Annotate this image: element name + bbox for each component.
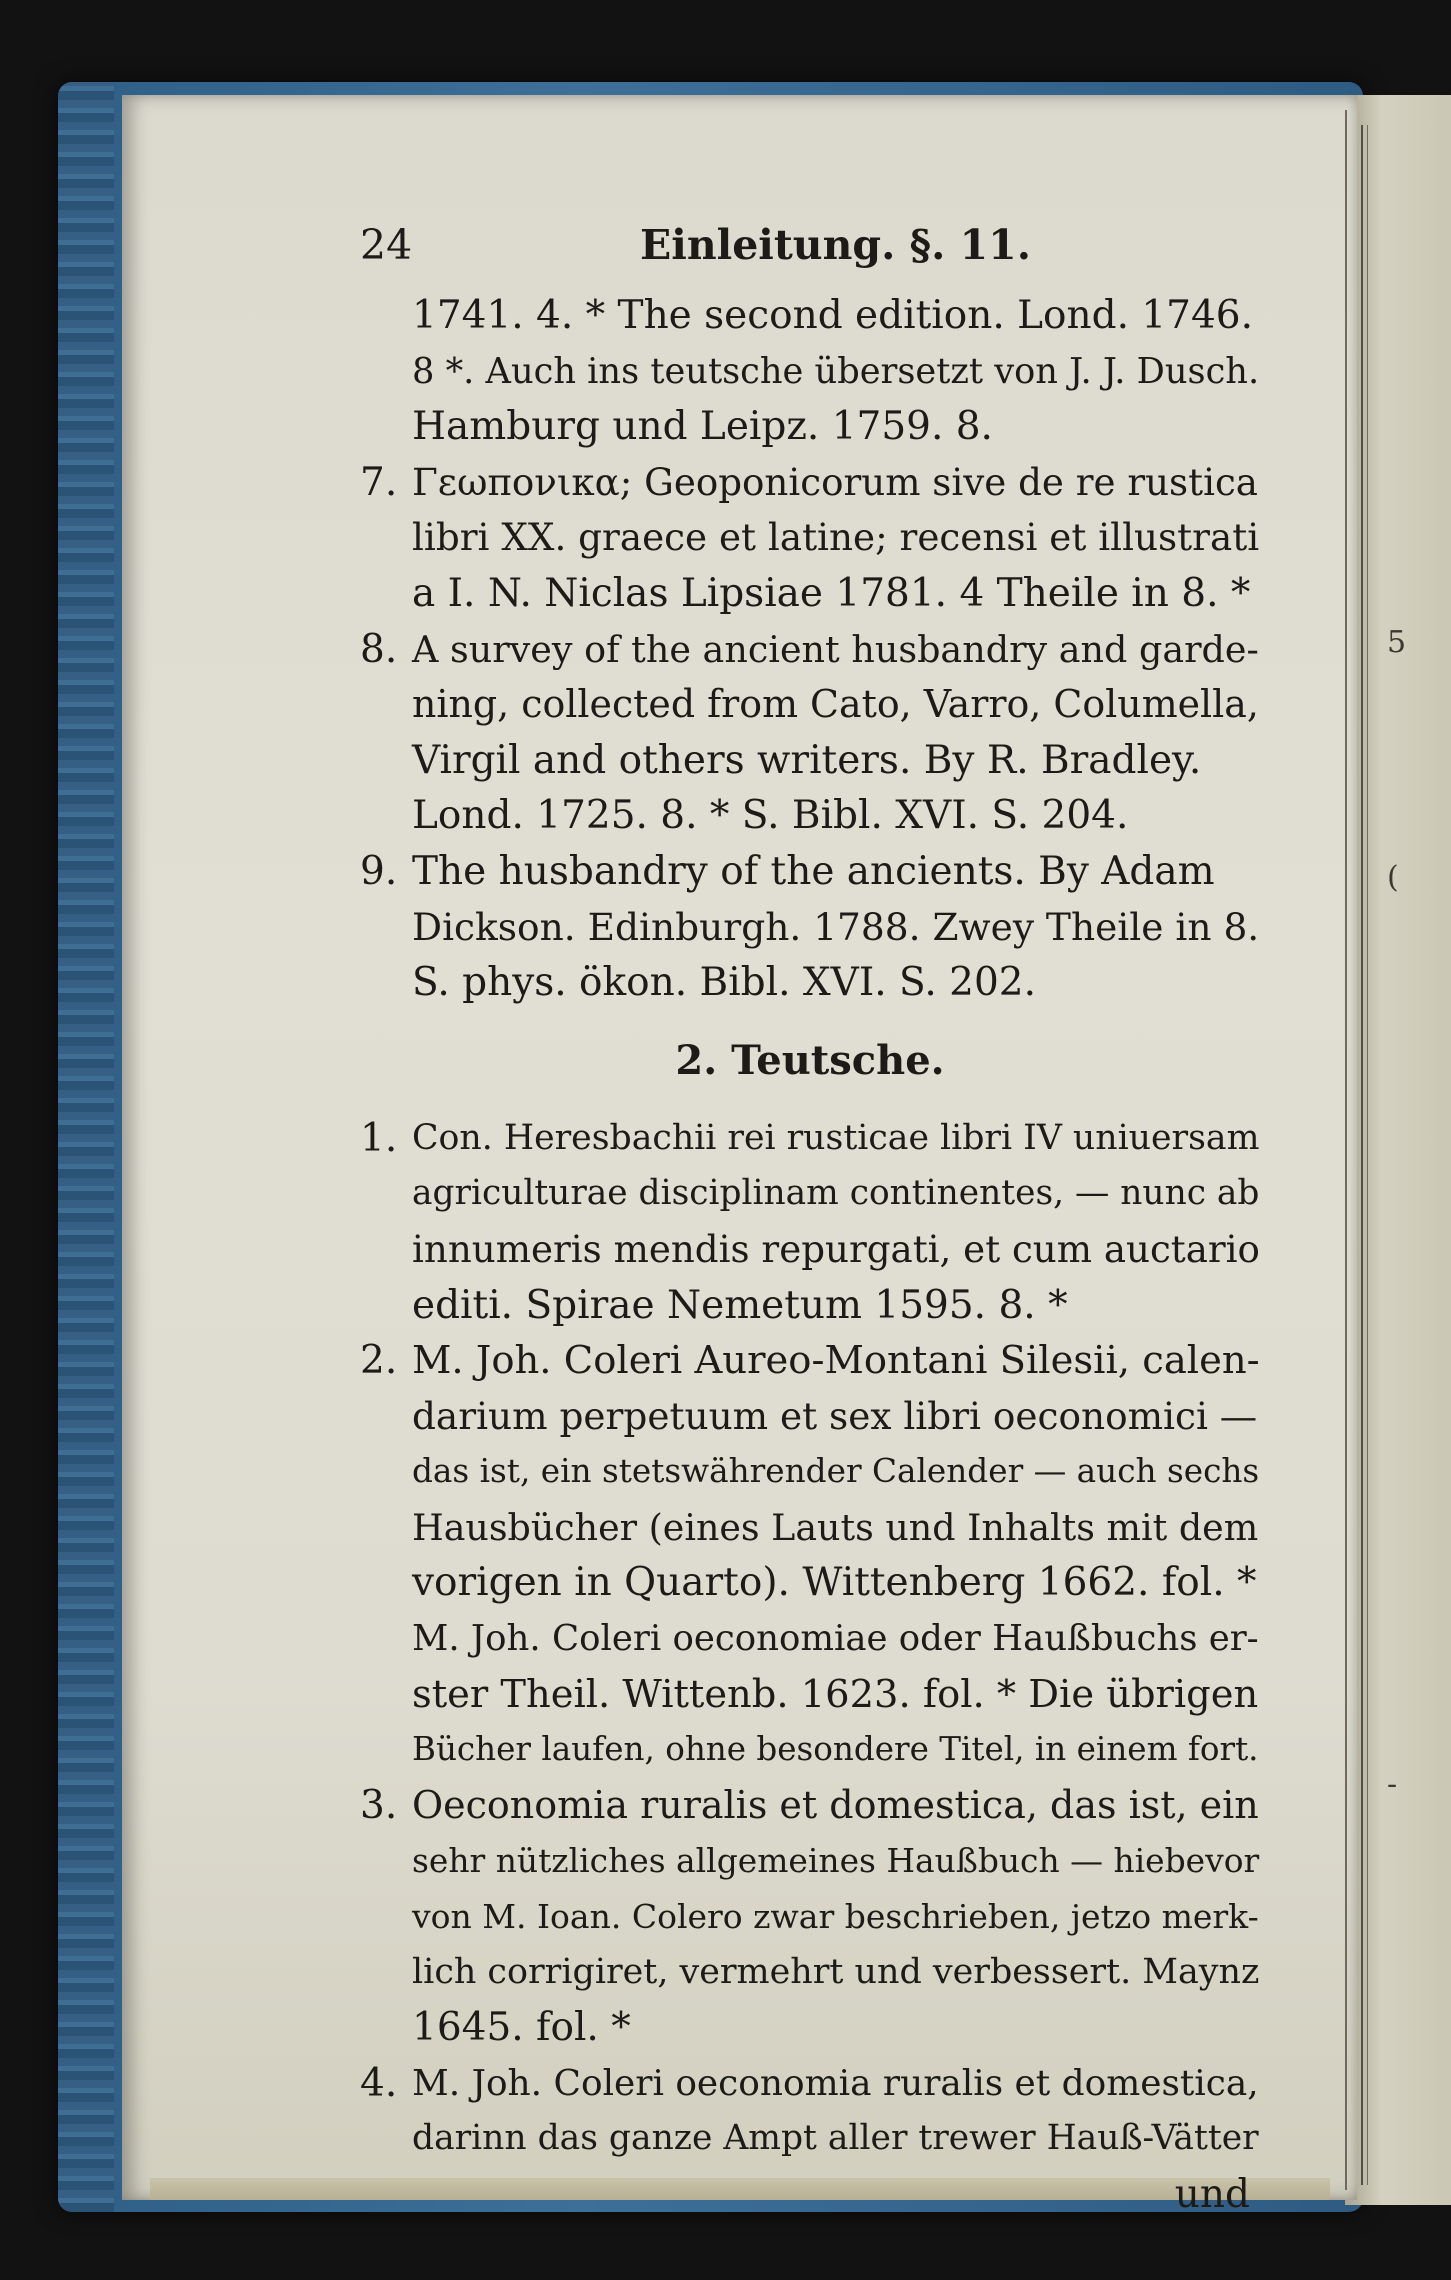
text-line: das ist, ein stetswährender Calender — auch sechs <box>412 1452 1260 1491</box>
text-line: ster Theil. Wittenb. 1623. fol. * Die übrigen <box>412 1671 1259 1717</box>
bibliography-entry <box>360 1778 1260 2056</box>
text-line: editi. Spirae Nemetum 1595. 8. * <box>412 1282 1068 1328</box>
entry-number: 7. <box>360 459 398 505</box>
text-line: a I. N. Niclas Lipsiae 1781. 4 Theile in 8. * <box>412 570 1251 616</box>
entry-number: 8. <box>360 626 398 672</box>
margin-glyph: ( <box>1387 860 1399 895</box>
text-line: Hausbücher (eines Lauts und Inhalts mit dem <box>412 1505 1259 1549</box>
text-line: Hamburg und Leipz. 1759. 8. <box>412 404 993 450</box>
entry-number: 1. <box>360 1115 398 1161</box>
margin-glyph: 5 <box>1387 625 1407 660</box>
running-header <box>360 218 1260 288</box>
text-line: M. Joh. Coleri oeconomia ruralis et domestica, <box>412 2062 1259 2104</box>
text-line: agriculturae disciplinam continentes, — nunc ab <box>412 1173 1260 1214</box>
next-page-edge <box>1345 95 1451 2205</box>
bibliography-entry <box>360 2056 1260 2167</box>
text-line: darinn das ganze Ampt aller trewer Hauß-Vätter <box>412 2118 1259 2159</box>
text-line: libri XX. graece et latine; recensi et illustrati <box>412 515 1260 560</box>
entry-number: 2. <box>360 1338 398 1384</box>
text-line: S. phys. ökon. Bibl. XVI. S. 202. <box>412 960 1036 1006</box>
text-line: innumeris mendis repurgati, et cum auctario <box>412 1226 1260 1271</box>
text-line: 1645. fol. * <box>412 2005 631 2051</box>
cover-binding-edge <box>58 82 114 2212</box>
text-line: M. Joh. Coleri Aureo-Montani Silesii, calen- <box>412 1338 1260 1384</box>
text-line: A survey of the ancient husbandry and garde- <box>412 627 1259 671</box>
entry-number: 9. <box>360 848 398 894</box>
text-line: Γεωπονικα; Geoponicorum sive de re rustica <box>412 459 1258 504</box>
catchword: und <box>1174 2172 1250 2217</box>
text-line: von M. Ioan. Colero zwar beschrieben, jetzo merk- <box>412 1897 1259 1937</box>
text-line: ning, collected from Cato, Varro, Columella, <box>412 682 1259 727</box>
section-subheading: 2. Teutsche. <box>675 1036 945 1084</box>
text-line: 8 *. Auch ins teutsche übersetzt von J. J. Dusch. <box>412 350 1260 392</box>
entry-number: 3. <box>360 1782 398 1828</box>
page-text <box>360 218 1260 2223</box>
text-line: The husbandry of the ancients. By Adam <box>412 848 1215 894</box>
text-line: lich corrigiret, vermehrt und verbessert. Maynz <box>412 1951 1260 1992</box>
margin-glyph: - <box>1387 1767 1398 1802</box>
page-number: 24 <box>360 221 413 269</box>
text-line: darium perpetuum et sex libri oeconomici — <box>412 1393 1258 1438</box>
page-gutter-rule <box>1345 110 1347 2190</box>
text-line: Virgil and others writers. By R. Bradley. <box>412 737 1202 783</box>
running-title: Einleitung. §. 11. <box>640 221 1031 269</box>
text-line: M. Joh. Coleri oeconomiae oder Haußbuchs er- <box>412 1618 1259 1660</box>
bibliography-entry <box>360 455 1260 622</box>
text-line: Dickson. Edinburgh. 1788. Zwey Theile in 8. <box>412 904 1260 949</box>
text-line: Con. Heresbachii rei rusticae libri IV uniuersam <box>412 1117 1260 1158</box>
bibliography-entry <box>360 622 1260 844</box>
text-line: sehr nützliches allgemeines Haußbuch — hiebevor <box>412 1841 1260 1881</box>
entry-number: 4. <box>360 2060 398 2106</box>
bibliography-list <box>360 288 1260 2223</box>
continued-entry <box>412 288 1260 455</box>
text-line: Bücher laufen, ohne besondere Titel, in einem fort. <box>412 1730 1259 1769</box>
text-line: 1741. 4. * The second edition. Lond. 1746. <box>412 293 1254 338</box>
bibliography-entry <box>360 1333 1260 1778</box>
bibliography-entry <box>360 1111 1260 1333</box>
bibliography-entry <box>360 844 1260 1011</box>
text-line: Oeconomia ruralis et domestica, das ist, ein <box>412 1782 1259 1827</box>
text-line: Lond. 1725. 8. * S. Bibl. XVI. S. 204. <box>412 793 1129 839</box>
text-line: vorigen in Quarto). Wittenberg 1662. fol. * <box>412 1560 1257 1606</box>
